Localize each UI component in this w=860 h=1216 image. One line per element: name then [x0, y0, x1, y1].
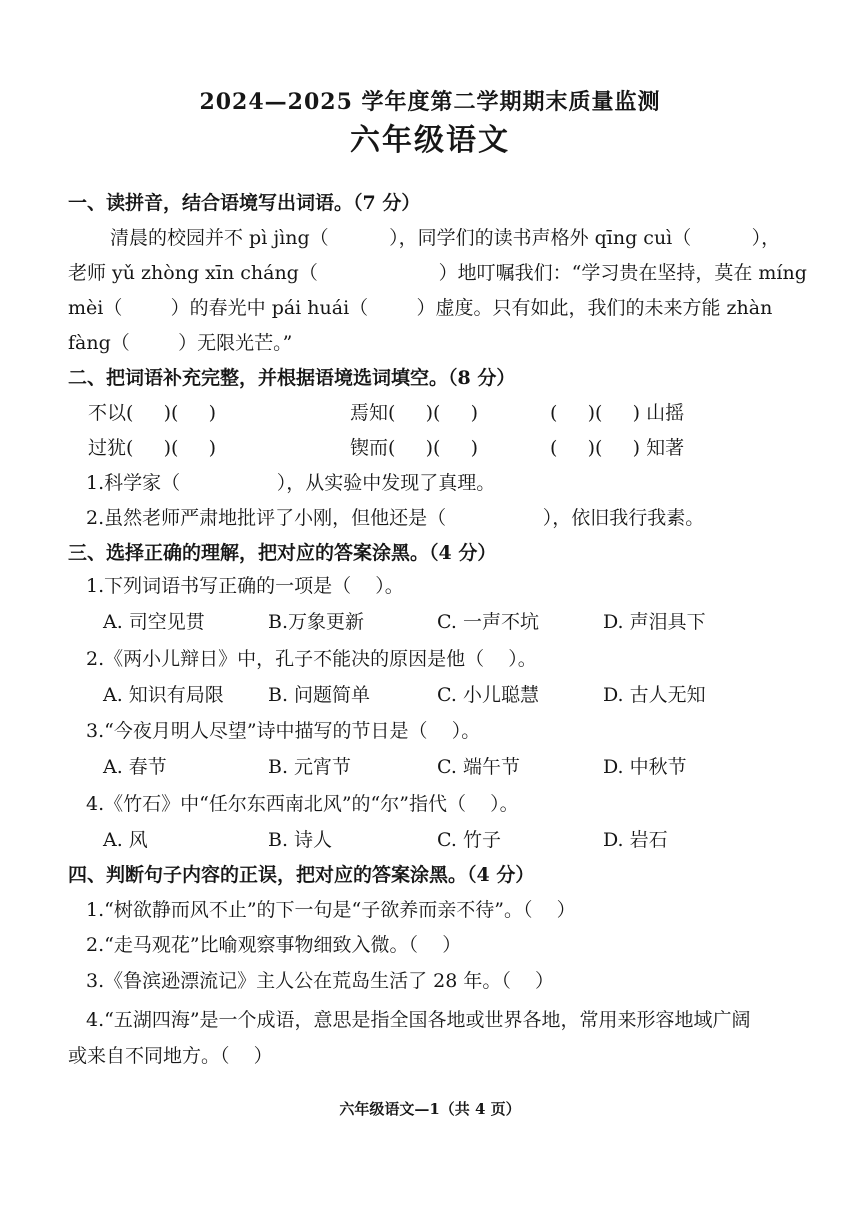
section-4-heading: 四、判断句子内容的正误，把对应的答案涂黑。（4 分） [68, 864, 535, 886]
choice-option: C. 竹子 [437, 829, 501, 851]
judge-item-3: 3.《鲁滨逊漂流记》主人公在荒岛生活了 28 年。（ ） [86, 970, 555, 992]
section-3-heading: 三、选择正确的理解，把对应的答案涂黑。（4 分） [68, 542, 497, 564]
idiom-blank: 过犹( )( ) [88, 437, 217, 459]
idiom-blank: 不以( )( ) [88, 402, 217, 424]
choice-option: C. 一声不坑 [437, 611, 539, 633]
choice-question-4: 4.《竹石》中“任尔东西南北风”的“尔”指代（ ）。 [86, 793, 519, 815]
section-1-line-2: 老师 yǔ zhòng xīn cháng（ ）地叮嘱我们：“学习贵在坚持，莫在 míng [68, 262, 807, 284]
choice-option: C. 端午节 [437, 756, 520, 778]
choice-option: D. 岩石 [603, 829, 668, 851]
judge-item-1: 1.“树欲静而风不止”的下一句是“子欲养而亲不待”。（ ） [86, 899, 576, 921]
choice-option: B. 问题简单 [268, 684, 371, 706]
page-footer: 六年级语文—1（共 4 页） [339, 1100, 521, 1118]
choice-option: A. 春节 [103, 756, 167, 778]
section-1-line-4: fàng（ ）无限光芒。” [68, 332, 293, 354]
fill-question-2: 2.虽然老师严肃地批评了小刚，但他还是（ ），依旧我行我素。 [86, 507, 705, 529]
section-1-heading: 一、读拼音，结合语境写出词语。（7 分） [68, 192, 421, 214]
choice-question-3: 3.“今夜月明人尽望”诗中描写的节日是（ ）。 [86, 720, 481, 742]
choice-option: D. 古人无知 [603, 684, 706, 706]
choice-option: D. 声泪具下 [603, 611, 706, 633]
idiom-blank: ( )( ) 知著 [550, 437, 685, 459]
section-1-line-1: 清晨的校园并不 pì jìng（ ），同学们的读书声格外 qīng cuì（ ）， [110, 227, 781, 249]
judge-item-4: 4.“五湖四海”是一个成语，意思是指全国各地或世界各地，常用来形容地域广阔 [86, 1009, 751, 1031]
idiom-blank: 焉知( )( ) [350, 402, 479, 424]
section-1-line-3: mèi（ ）的春光中 pái huái（ ）虚度。只有如此，我们的未来方能 zhàn [68, 297, 773, 319]
subject-title: 六年级语文 [350, 123, 510, 158]
fill-question-1: 1.科学家（ ），从实验中发现了真理。 [86, 472, 496, 494]
idiom-blank: 锲而( )( ) [350, 437, 479, 459]
section-2-heading: 二、把词语补充完整，并根据语境选词填空。（8 分） [68, 367, 516, 389]
judge-item-2: 2.“走马观花”比喻观察事物细致入微。（ ） [86, 934, 462, 956]
exam-title: 2024—2025 学年度第二学期期末质量监测 [199, 89, 661, 115]
choice-question-2: 2.《两小儿辩日》中，孔子不能决的原因是他（ ）。 [86, 648, 537, 670]
choice-option: C. 小儿聪慧 [437, 684, 539, 706]
idiom-blank: ( )( ) 山摇 [550, 402, 685, 424]
choice-option: D. 中秋节 [603, 756, 687, 778]
choice-option: A. 司空见贯 [103, 611, 205, 633]
judge-item-4-continued: 或来自不同地方。（ ） [68, 1045, 273, 1067]
choice-option: A. 风 [103, 829, 148, 851]
choice-option: A. 知识有局限 [103, 684, 224, 706]
choice-option: B. 元宵节 [268, 756, 352, 778]
choice-option: B. 诗人 [268, 829, 333, 851]
choice-question-1: 1.下列词语书写正确的一项是（ ）。 [86, 575, 404, 597]
choice-option: B.万象更新 [268, 611, 365, 633]
